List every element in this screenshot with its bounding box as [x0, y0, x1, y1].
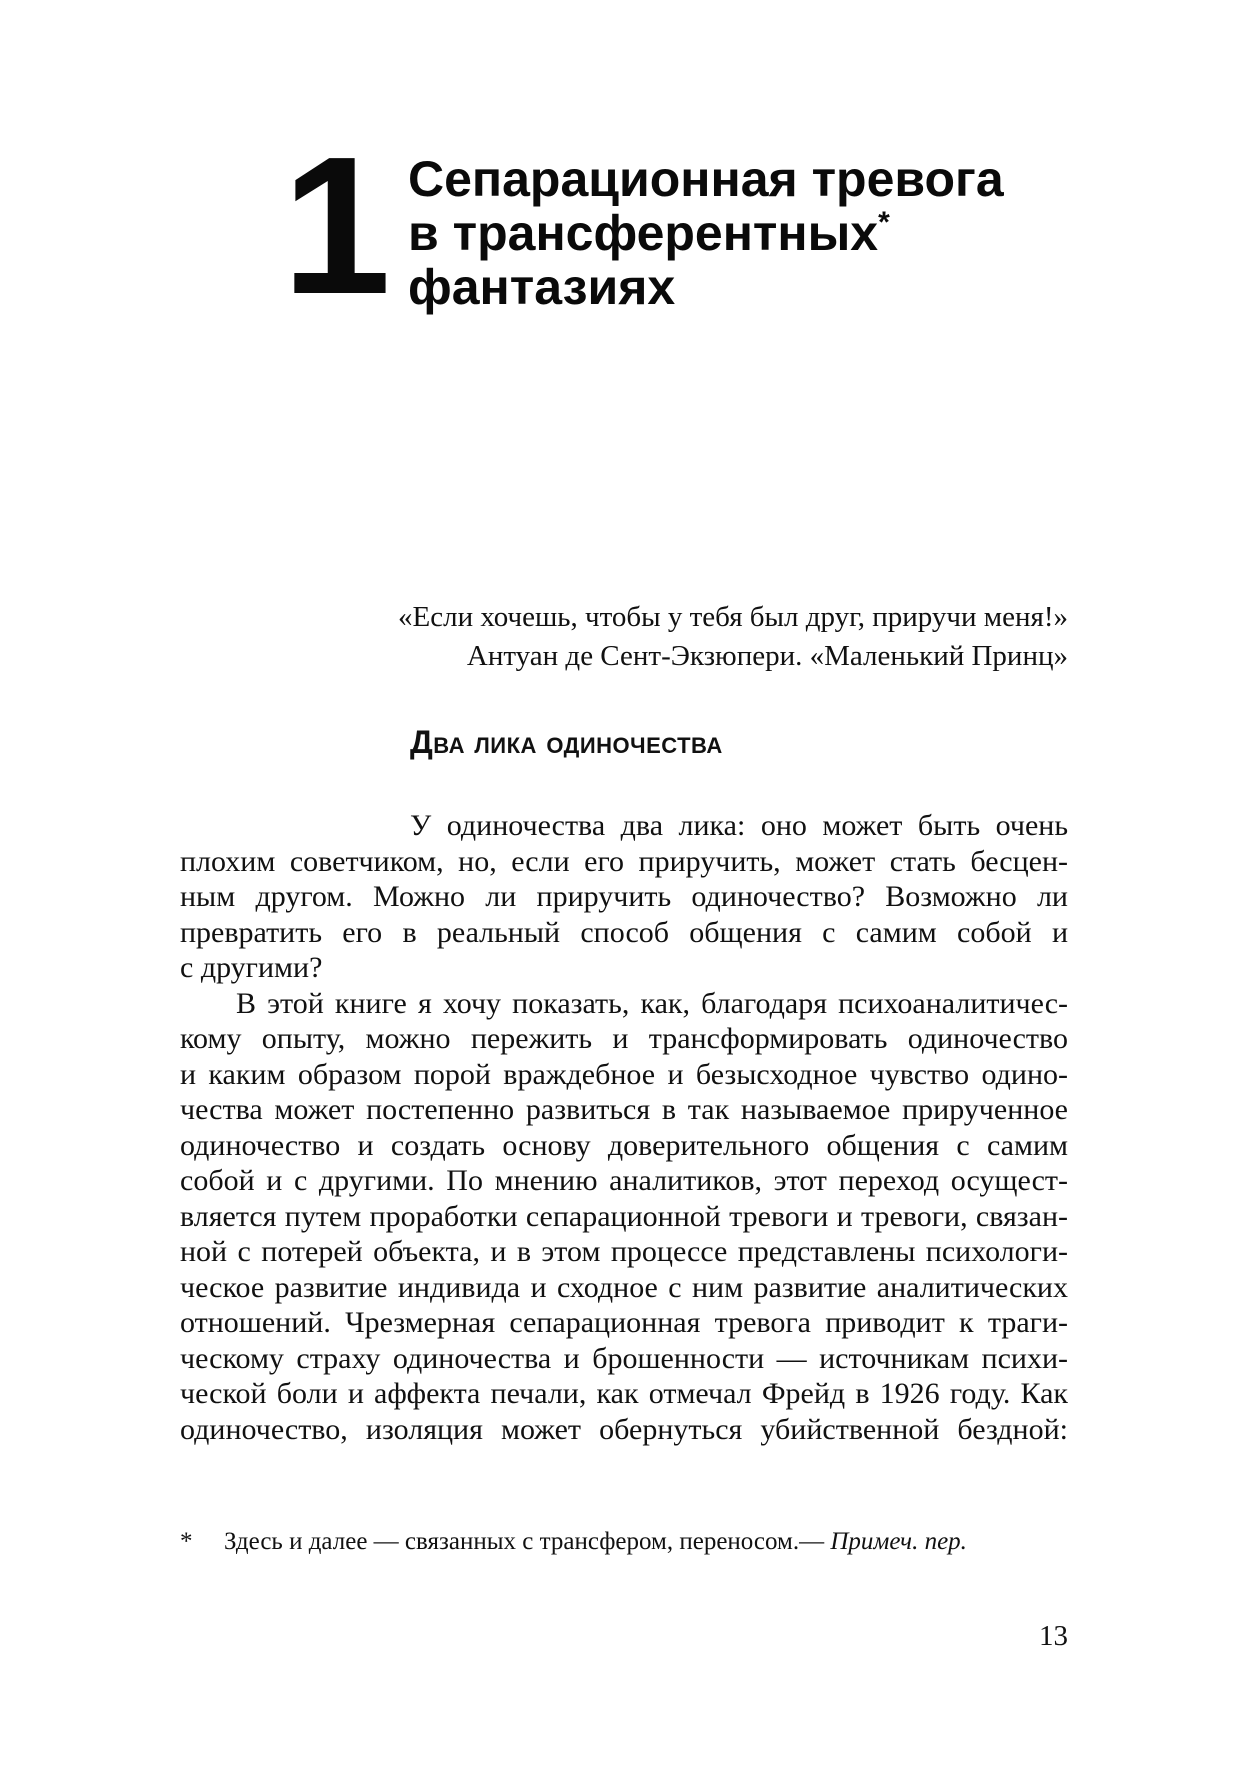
paragraph-line: отношений. Чрезмерная сепарационная тревога приводит к траги-: [180, 1306, 1068, 1339]
footnote-reference-mark: *: [878, 206, 890, 239]
section-title: Два лика одиночества: [410, 724, 723, 760]
paragraph-line: одиночество, изоляция может обернуться убийственной бездной:: [180, 1412, 1068, 1446]
footnote: [180, 1526, 1068, 1558]
paragraph-line: У одиночества два лика: оно может быть очень: [410, 809, 1068, 842]
paragraph-line: ческой боли и аффекта печали, как отмечал Фрейд в 1926 году. Как: [180, 1377, 1068, 1410]
chapter-title: [408, 152, 1108, 314]
paragraph-line: с другими?: [180, 951, 323, 984]
paragraph-line: В этой книге я хочу показать, как, благодаря психоаналитичес-: [236, 986, 1068, 1020]
paragraph-line: кому опыту, можно пережить и трансформировать одиночество: [180, 1022, 1068, 1055]
chapter-title-line: [408, 206, 1108, 260]
chapter-number: 1: [282, 116, 388, 335]
paragraph-line: чества может постепенно развиться в так называемое прирученное: [180, 1093, 1068, 1126]
paragraph-line: плохим советчиком, но, если его приручить, может стать бесцен-: [180, 844, 1068, 878]
chapter-title-line: Сепарационная тревога: [408, 151, 1004, 207]
paragraph-line: ческому страху одиночества и брошенности — источникам психи-: [180, 1341, 1068, 1375]
paragraph-line: ческое развитие индивида и сходное с ним развитие аналитических: [180, 1270, 1068, 1304]
translator-note: Примеч. пер.: [830, 1528, 967, 1555]
epigraph-quote: «Если хочешь, чтобы у тебя был друг, приручи меня!»: [398, 601, 1068, 633]
paragraph-line: ной с потерей объекта, и в этом процессе представлены психологи-: [180, 1235, 1068, 1268]
page-number: 13: [1039, 1620, 1068, 1652]
epigraph: [398, 598, 1068, 676]
paragraph-line: ным другом. Можно ли приручить одиночество? Возможно ли: [180, 880, 1068, 913]
paragraph-line: превратить его в реальный способ общения с самим собой и: [180, 915, 1068, 949]
paragraph-line: одиночество и создать основу доверительного общения с самим: [180, 1128, 1068, 1162]
paragraph-line: собой и с другими. По мнению аналитиков, этот переход осущест-: [180, 1164, 1068, 1197]
footnote-mark: *: [180, 1528, 193, 1555]
chapter-title-line-text: в трансферентных: [408, 205, 879, 261]
paragraph-line: вляется путем проработки сепарационной тревоги и тревоги, связан-: [180, 1199, 1068, 1233]
body-text: [180, 808, 1068, 1447]
epigraph-attribution: Антуан де Сент-Экзюпери. «Маленький Принц»: [466, 640, 1068, 672]
paragraph-line: и каким образом порой враждебное и безысходное чувство одино-: [180, 1057, 1068, 1091]
chapter-title-line: фантазиях: [408, 259, 676, 315]
footnote-text: Здесь и далее — связанных с трансфером, переносом.—: [224, 1528, 831, 1555]
